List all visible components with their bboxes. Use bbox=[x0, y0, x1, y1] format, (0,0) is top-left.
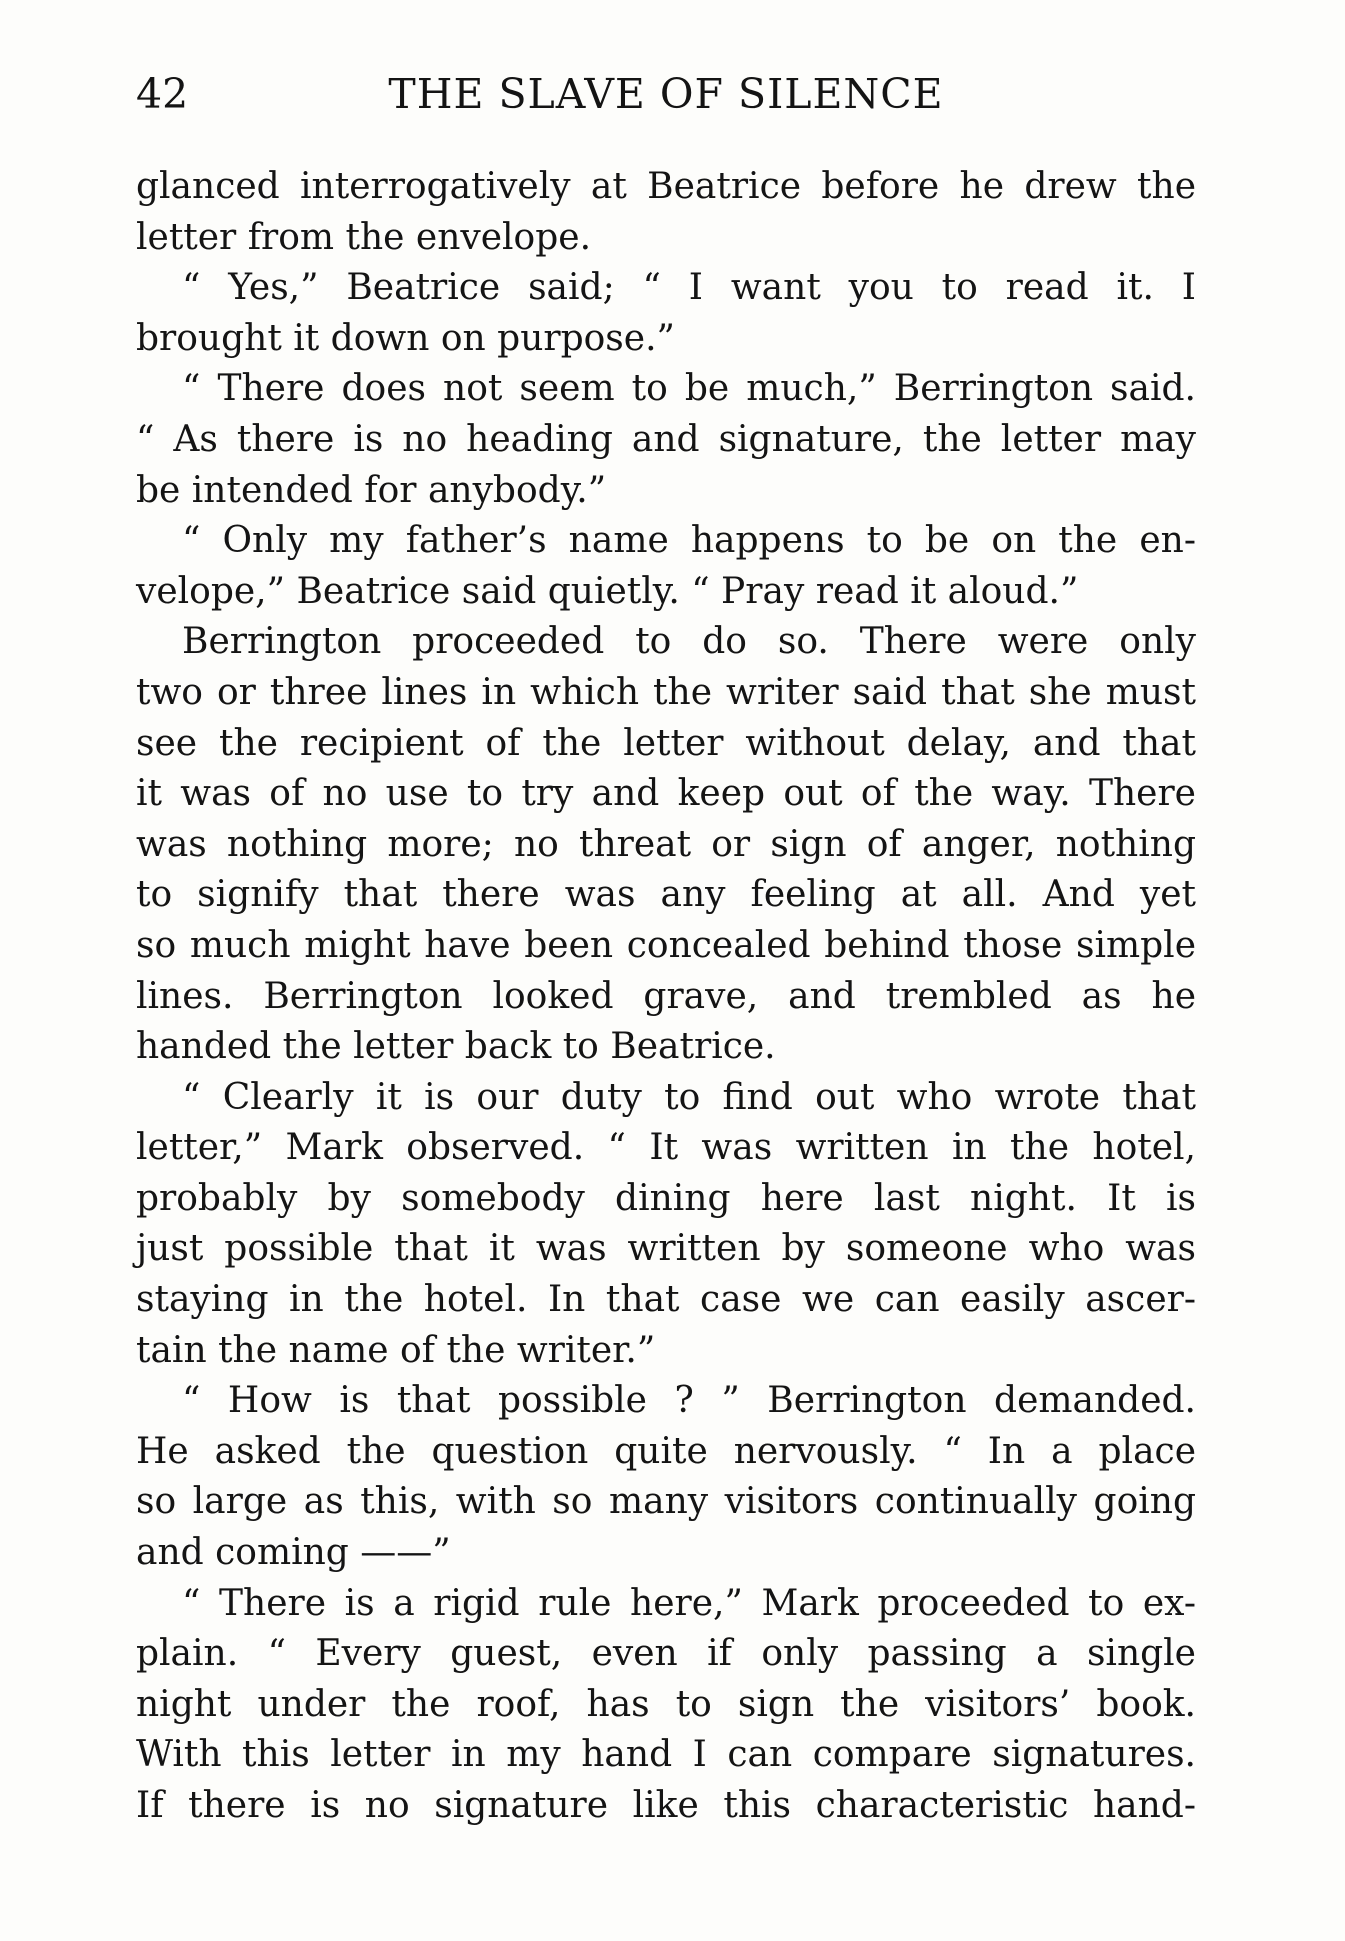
text-line: “ There does not seem to be much,” Berrington said. bbox=[182, 368, 1196, 410]
text-line: brought it down on purpose.” bbox=[136, 317, 675, 359]
text-line: Berrington proceeded to do so. There were only bbox=[182, 621, 1196, 663]
text-line: “ Yes,” Beatrice said; “ I want you to read it. I bbox=[182, 267, 1196, 309]
text-line: so large as this, with so many visitors continually going bbox=[136, 1481, 1196, 1523]
text-line: was nothing more; no threat or sign of anger, nothing bbox=[136, 823, 1196, 865]
text-line: and coming ——” bbox=[136, 1532, 451, 1574]
text-line: letter,” Mark observed. “ It was written in the hotel, bbox=[136, 1127, 1196, 1169]
text-line: just possible that it was written by someone who was bbox=[136, 1228, 1196, 1270]
text-line: “ There is a rigid rule here,” Mark proceeded to ex- bbox=[182, 1582, 1196, 1624]
text-line: With this letter in my hand I can compare signatures. bbox=[136, 1734, 1196, 1776]
text-line: “ As there is no heading and signature, the letter may bbox=[136, 418, 1196, 460]
text-line: velope,” Beatrice said quietly. “ Pray read it aloud.” bbox=[136, 570, 1079, 612]
text-line: glanced interrogatively at Beatrice before he drew the bbox=[136, 166, 1196, 207]
page-header bbox=[136, 70, 1196, 130]
text-line: letter from the envelope. bbox=[136, 216, 592, 258]
text-line: lines. Berrington looked grave, and trembled as he bbox=[136, 975, 1196, 1017]
text-line: be intended for anybody.” bbox=[136, 469, 607, 511]
text-line: If there is no signature like this characteristic hand- bbox=[136, 1785, 1196, 1826]
text-line: plain. “ Every guest, even if only passing a single bbox=[136, 1633, 1196, 1675]
text-line: handed the letter back to Beatrice. bbox=[136, 1026, 776, 1068]
text-line: probably by somebody dining here last night. It is bbox=[136, 1177, 1196, 1219]
text-line: “ Clearly it is our duty to find out who wrote that bbox=[182, 1076, 1196, 1118]
page-number: 42 bbox=[136, 70, 189, 118]
text-line: “ Only my father’s name happens to be on the en- bbox=[182, 520, 1196, 562]
body-text bbox=[136, 162, 1196, 1832]
text-line: “ How is that possible ? ” Berrington demanded. bbox=[182, 1380, 1196, 1422]
text-line: to signify that there was any feeling at all. And yet bbox=[136, 874, 1196, 916]
text-line: so much might have been concealed behind those simple bbox=[136, 924, 1196, 966]
running-title: THE SLAVE OF SILENCE bbox=[388, 70, 944, 118]
text-line: night under the roof, has to sign the visitors’ book. bbox=[136, 1683, 1196, 1725]
text-line: two or three lines in which the writer said that she must bbox=[136, 671, 1196, 713]
text-line: see the recipient of the letter without delay, and that bbox=[136, 722, 1196, 764]
text-line: tain the name of the writer.” bbox=[136, 1329, 656, 1371]
text-line: staying in the hotel. In that case we can easily ascer- bbox=[136, 1279, 1196, 1321]
text-line: He asked the question quite nervously. “ In a place bbox=[136, 1430, 1196, 1472]
text-line: it was of no use to try and keep out of the way. There bbox=[136, 773, 1196, 815]
